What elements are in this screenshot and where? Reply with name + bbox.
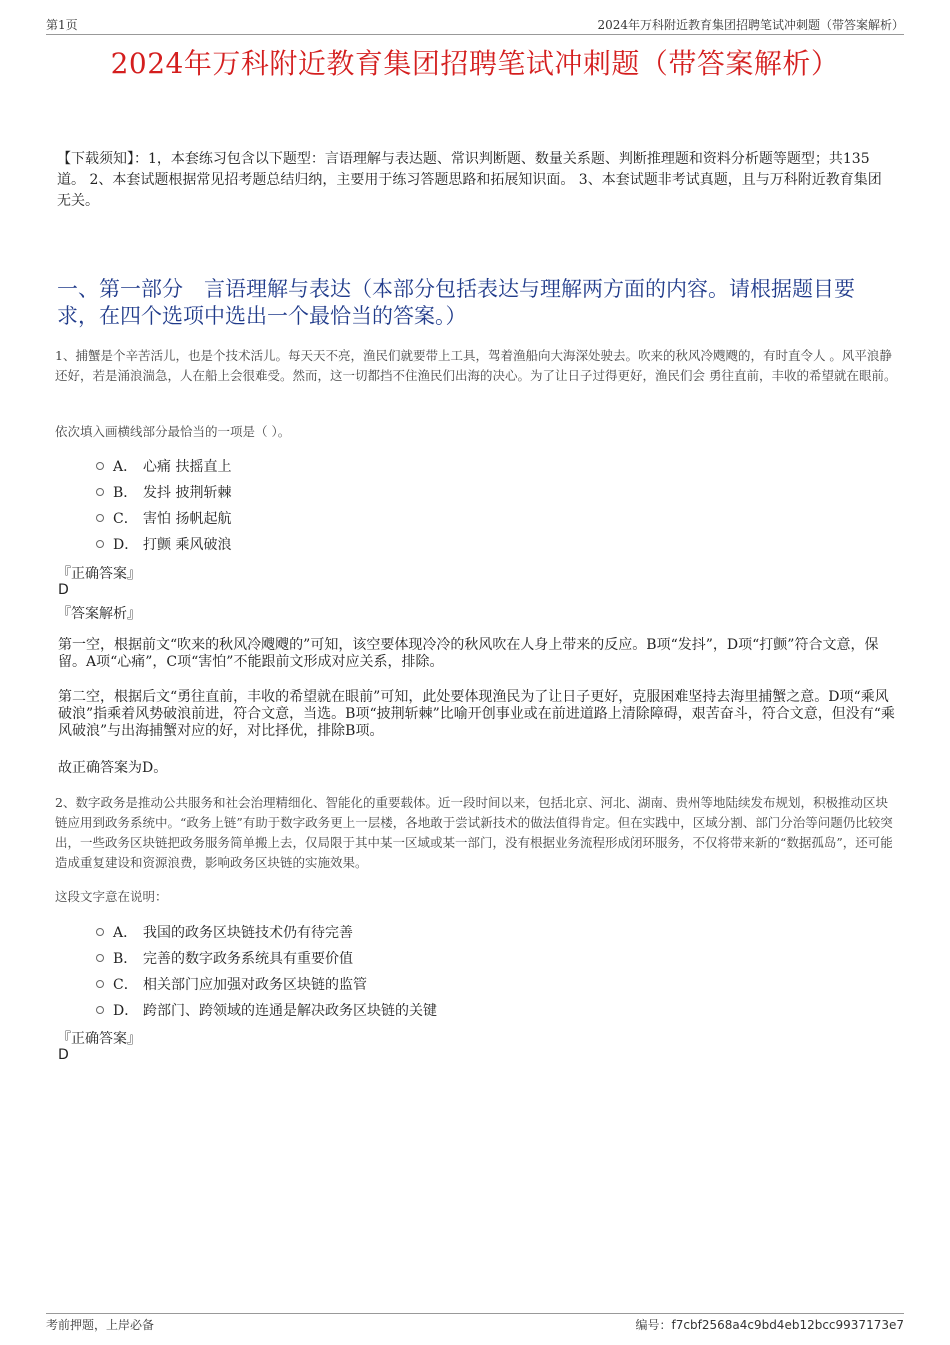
question-2-prompt: 这段文字意在说明： <box>55 889 168 904</box>
page-footer <box>46 1313 904 1332</box>
download-notice: 【下载须知】：1，本套练习包含以下题型：言语理解与表达题、常识判断题、数量关系题、判断推理题和资料分析题等题型；共135道。 2、本套试题根据常见招考题总结归纳，主要用于练习答题思路和拓展知识面。 3、本套试题非考试真题，且与万科附近教育集团无关。 <box>57 151 882 209</box>
question-1-prompt: 依次填入画横线部分最恰当的一项是（ ）。 <box>55 424 291 439</box>
correct-answer: D <box>58 582 69 598</box>
radio-icon[interactable] <box>96 462 104 470</box>
option-c[interactable]: C． 相关部门应加强对政务区块链的监管 <box>96 971 437 997</box>
page-number: 第1页 <box>46 18 78 32</box>
question-2-text: 2、数字政务是推动公共服务和社会治理精细化、智能化的重要载体。近一段时间以来，包括北京、河北、湖南、贵州等地陆续发布规划，积极推动区块链应用到政务系统中。“政务上链”有助于数字政务更上一层楼，各地敢于尝试新技术的做法值得肯定。但在实践中，区域分割、部门分治等问题仍比较突出，一些政务区块链把政务服务简单搬上去，仅局限于其中某一区域或某一部门，没有根据业务流程形成闭环服务，不仅将带来新的“数据孤岛”，还可能造成重复建设和资源浪费，影响政务区块链的实施效果。 <box>55 795 893 870</box>
option-d[interactable]: D． 打颤 乘风破浪 <box>96 531 231 557</box>
radio-icon[interactable] <box>96 540 104 548</box>
analysis-conclusion: 故正确答案为D。 <box>58 760 168 776</box>
radio-icon[interactable] <box>96 980 104 988</box>
question-1-options <box>96 453 231 557</box>
analysis-label: 『答案解析』 <box>57 606 141 622</box>
question-2-options <box>96 919 437 1023</box>
footer-code: 编号：f7cbf2568a4c9bd4eb12bcc9937173e7 <box>635 1318 904 1332</box>
footer-slogan: 考前押题，上岸必备 <box>46 1318 155 1332</box>
radio-icon[interactable] <box>96 514 104 522</box>
option-a[interactable]: A． 心痛 扶摇直上 <box>96 453 231 479</box>
answer-label: 『正确答案』 <box>57 566 141 582</box>
answer-label: 『正确答案』 <box>57 1031 141 1047</box>
radio-icon[interactable] <box>96 928 104 936</box>
option-a[interactable]: A． 我国的政务区块链技术仍有待完善 <box>96 919 437 945</box>
header-doc-title: 2024年万科附近教育集团招聘笔试冲刺题（带答案解析） <box>597 18 904 32</box>
option-d[interactable]: D． 跨部门、跨领域的连通是解决政务区块链的关键 <box>96 997 437 1023</box>
radio-icon[interactable] <box>96 488 104 496</box>
analysis-paragraph-2: 第二空，根据后文“勇往直前，丰收的希望就在眼前”可知，此处要体现渔民为了让日子更好，克服困难坚持去海里捕蟹之意。D项“乘风破浪”指乘着风势破浪前进，符合文意，当选。B项“披荆斩棘”比喻开创事业或在前进道路上清除障碍，艰苦奋斗，符合文意，但没有“乘风破浪”与出海捕蟹对应的好，对比择优，排除B项。 <box>58 689 895 739</box>
option-c[interactable]: C． 害怕 扬帆起航 <box>96 505 231 531</box>
question-1-text: 1、捕蟹是个辛苦活儿，也是个技术活儿。每天天不亮，渔民们就要带上工具，驾着渔船向大海深处驶去。吹来的秋风冷飕飕的，有时直令人 。风平浪静还好，若是涌浪湍急，人在船上会很难受。然而，这一切都挡不住渔民们出海的决心。为了让日子过得更好，渔民们会 勇往直前，丰收的希望就在眼前。 <box>55 348 897 383</box>
option-b[interactable]: B． 发抖 披荆斩棘 <box>96 479 231 505</box>
radio-icon[interactable] <box>96 1006 104 1014</box>
option-b[interactable]: B． 完善的数字政务系统具有重要价值 <box>96 945 437 971</box>
document-title: 2024年万科附近教育集团招聘笔试冲刺题（带答案解析） <box>110 47 840 80</box>
page-header <box>46 14 904 35</box>
correct-answer: D <box>58 1047 69 1063</box>
analysis-paragraph-1: 第一空，根据前文“吹来的秋风冷飕飕的”可知，该空要体现冷冷的秋风吹在人身上带来的反应。B项“发抖”，D项“打颤”符合文意，保留。A项“心痛”，C项“害怕”不能跟前文形成对应关系，排除。 <box>58 637 879 670</box>
radio-icon[interactable] <box>96 954 104 962</box>
section-title: 一、第一部分 言语理解与表达（本部分包括表达与理解两方面的内容。请根据题目要求，在四个选项中选出一个最恰当的答案。） <box>57 277 855 328</box>
